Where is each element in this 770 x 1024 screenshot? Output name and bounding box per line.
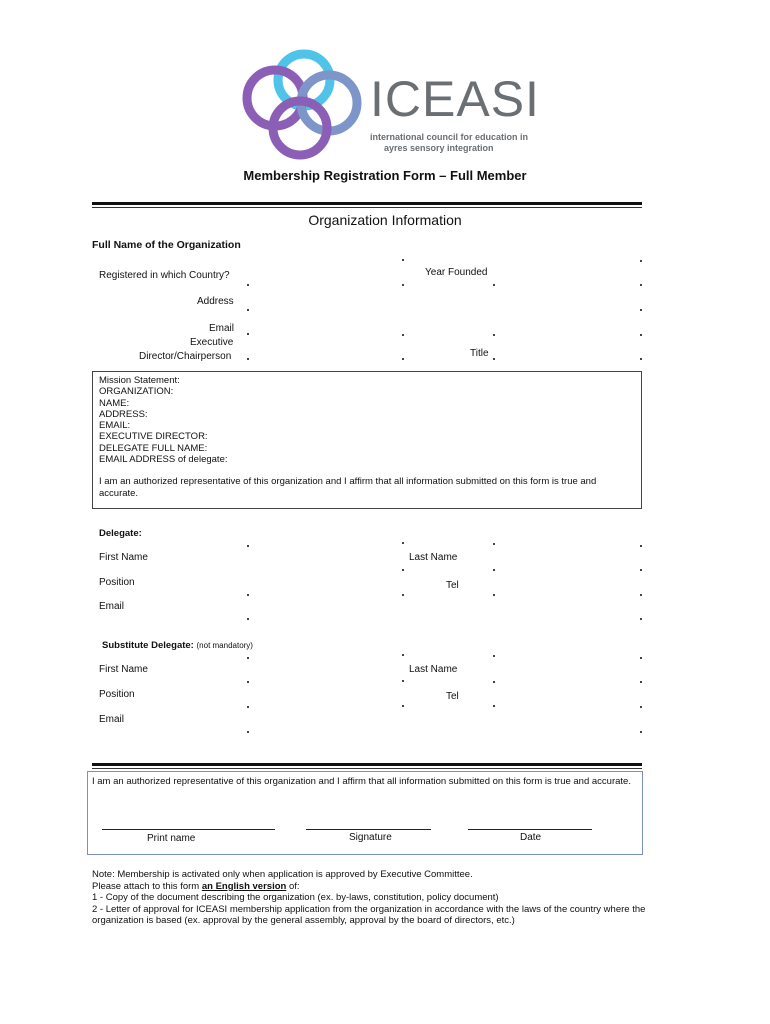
- print-name-line: [102, 829, 275, 830]
- year-founded-label: Year Founded: [425, 267, 488, 278]
- field-marker: [493, 681, 495, 683]
- field-marker: [402, 680, 404, 682]
- signature-line: [306, 829, 431, 830]
- note-line-2: Please attach to this form an English version of:: [92, 880, 300, 892]
- field-marker: [247, 706, 249, 708]
- field-marker: [493, 569, 495, 571]
- director-label: Director/Chairperson: [139, 351, 232, 362]
- full-name-label: Full Name of the Organization: [92, 239, 241, 251]
- rings-logo-icon: [238, 48, 368, 166]
- title-rule-thin: [92, 207, 642, 208]
- date-label: Date: [520, 832, 542, 843]
- email-label: Email: [209, 323, 235, 334]
- field-marker: [640, 657, 642, 659]
- delegate-first-name-label: First Name: [99, 552, 148, 563]
- signature-affirm: I am an authorized representative of this organization and I affirm that all information submitted on this form is true and accurate.: [92, 776, 631, 787]
- field-marker: [640, 594, 642, 596]
- field-marker: [247, 545, 249, 547]
- field-marker: [247, 657, 249, 659]
- field-marker: [247, 681, 249, 683]
- field-marker: [402, 358, 404, 360]
- field-marker: [493, 284, 495, 286]
- substitute-position-label: Position: [99, 689, 135, 700]
- title-label: Title: [470, 348, 489, 359]
- field-marker: [402, 654, 404, 656]
- address-label: Address: [197, 296, 234, 307]
- mission-affirm: I am an authorized representative of this organization and I affirm that all information submitted on this form is true and accurate.: [99, 476, 597, 499]
- field-marker: [402, 594, 404, 596]
- substitute-tel-label: Tel: [446, 691, 459, 702]
- field-marker: [247, 284, 249, 286]
- field-marker: [640, 706, 642, 708]
- field-marker: [493, 358, 495, 360]
- field-marker: [493, 655, 495, 657]
- field-marker: [640, 334, 642, 336]
- logo-brand-text: ICEASI: [370, 71, 540, 127]
- delegate-last-name-label: Last Name: [409, 552, 458, 563]
- field-marker: [640, 358, 642, 360]
- field-marker: [247, 333, 249, 335]
- note-line-4: 2 - Letter of approval for ICEASI membership application from the organization in accordance with the laws of the country where the organization is based (ex. approval by the general assembly, approval by the board of directors, etc.): [92, 903, 646, 926]
- note-line-3: 1 - Copy of the document describing the organization (ex. by-laws, constitution, policy document): [92, 892, 499, 903]
- delegate-heading: Delegate:: [99, 528, 142, 539]
- substitute-first-name-label: First Name: [99, 664, 148, 675]
- iceasi-logo: [238, 48, 540, 166]
- field-marker: [493, 543, 495, 545]
- field-marker: [640, 284, 642, 286]
- field-marker: [402, 259, 404, 261]
- delegate-position-label: Position: [99, 577, 135, 588]
- field-marker: [402, 284, 404, 286]
- substitute-email-label: Email: [99, 714, 125, 725]
- field-marker: [640, 545, 642, 547]
- field-marker: [247, 731, 249, 733]
- field-marker: [247, 309, 249, 311]
- field-marker: [402, 569, 404, 571]
- field-marker: [640, 618, 642, 620]
- signature-label: Signature: [349, 832, 392, 843]
- executive-label: Executive: [190, 337, 234, 348]
- form-title: Membership Registration Form – Full Member: [243, 168, 527, 183]
- field-marker: [402, 542, 404, 544]
- field-marker: [640, 260, 642, 262]
- field-marker: [402, 705, 404, 707]
- field-marker: [493, 705, 495, 707]
- field-marker: [640, 681, 642, 683]
- field-marker: [493, 334, 495, 336]
- field-marker: [640, 731, 642, 733]
- print-name-label: Print name: [147, 833, 196, 844]
- country-label: Registered in which Country?: [99, 270, 230, 281]
- signature-rule-thin: [92, 768, 642, 769]
- field-marker: [640, 309, 642, 311]
- signature-rule: [92, 763, 642, 766]
- mission-lines: Mission Statement: ORGANIZATION: NAME: ADDRESS: EMAIL: EXECUTIVE DIRECTOR: DELEGATE FULL NAME: EMAIL ADDRESS of delegate:: [99, 375, 228, 466]
- field-marker: [247, 358, 249, 360]
- title-rule: [92, 202, 642, 205]
- field-marker: [247, 594, 249, 596]
- delegate-email-label: Email: [99, 601, 125, 612]
- field-marker: [493, 594, 495, 596]
- field-marker: [402, 334, 404, 336]
- substitute-last-name-label: Last Name: [409, 664, 458, 675]
- section-title: Organization Information: [308, 212, 462, 228]
- note-line-1: Note: Membership is activated only when application is approved by Executive Committee.: [92, 869, 473, 880]
- date-line: [468, 829, 592, 830]
- field-marker: [640, 569, 642, 571]
- logo-tagline: international council for education in ayres sensory integration: [370, 132, 529, 153]
- field-marker: [247, 618, 249, 620]
- delegate-tel-label: Tel: [446, 580, 459, 591]
- notes: [92, 869, 652, 927]
- substitute-heading: Substitute Delegate: (not mandatory): [102, 640, 253, 651]
